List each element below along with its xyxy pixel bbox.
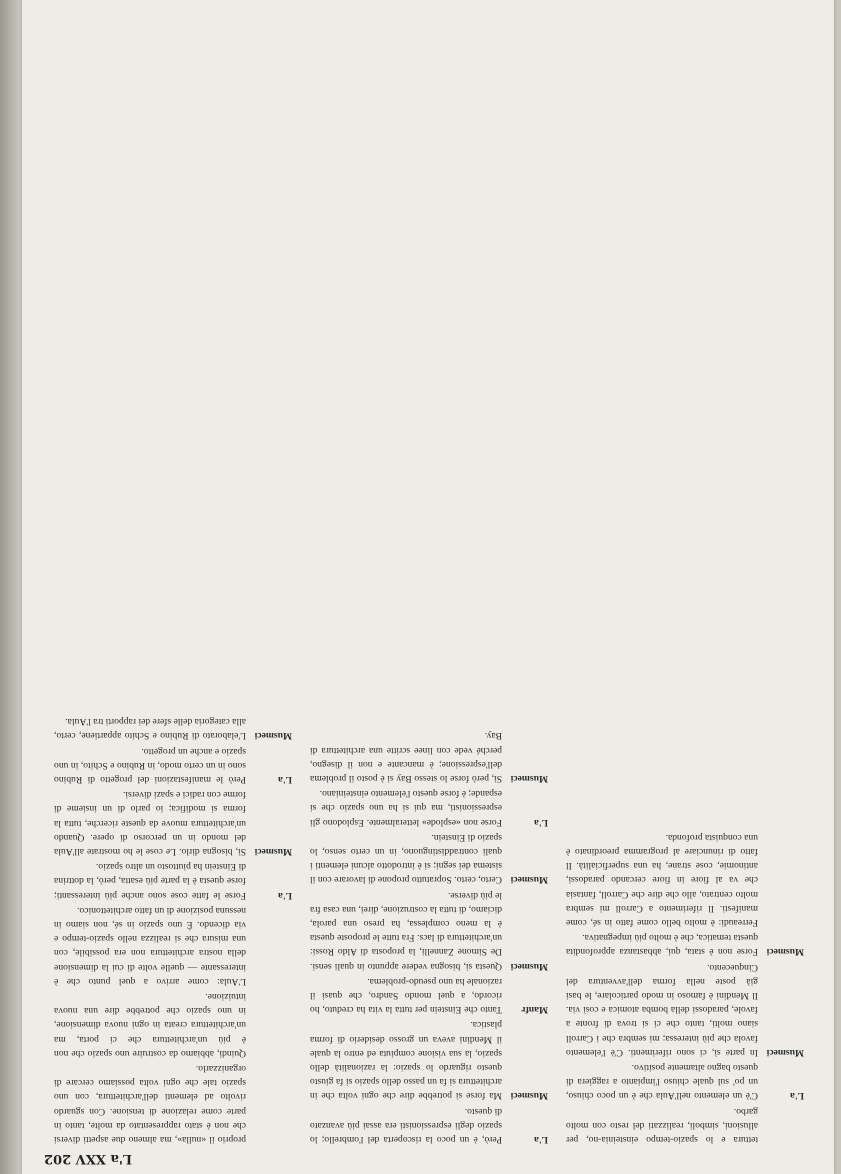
speaker-label: L'a (790, 1090, 804, 1102)
speaker-label: L'a (278, 773, 292, 785)
dialogue-turn (310, 887, 548, 972)
dialogue-turn (310, 728, 548, 785)
speaker-label: L'a (534, 816, 548, 828)
speaker-label (758, 1103, 804, 1146)
dialogue-text: L'elaborato di Rubino e Schito appartiene, certo, alla categoria delle sfere dei rapporti tra l'Aula. (54, 716, 246, 742)
speaker-label: Musmeci (510, 1090, 548, 1102)
dialogue-turn (566, 1060, 804, 1103)
speaker-label: Manfr (521, 1004, 548, 1016)
binding-shadow (0, 0, 22, 1174)
speaker-label: Musmeci (510, 772, 548, 784)
dialogue-turn (54, 989, 292, 1060)
dialogue-text: Questa sì, bisogna vedere appunto in quali sensi. De Simone Zannelli, la proposta di Aldo Rossi: un'architettura di lacs. Fra tutte le proposte questa è la meno complessa, ha preso una parola, diciamo, di tutta la costruzione, direi, una casa fra le più diverse. (310, 889, 502, 972)
speaker-label: L'a (534, 1134, 548, 1145)
dialogue-text: Tanto che Einstein per tutta la vita ha creduto, ho ricordo, a quel mondo Sandro, che quasi il razionale ha uno pseudo-problema. (310, 975, 502, 1016)
dialogue-text: Sì, però forse lo stesso Bay si è posto il problema dell'espressione; è mancante e non il disegno, perché vede con linee scritte una architettura di Bay. (310, 730, 502, 784)
speaker-label: Musmeci (766, 1046, 804, 1058)
dialogue-text: L'Aula: come arrivo a quel punto che è interessante — quelle volte di cui la dimensione della nostra architettura non era possibile, con una misura che si realizza nello spazio-tempo e via dicendo. È uno spazio in sé, non siamo in nessuna posizione di un fatto architettonico. (54, 904, 246, 987)
text-column-1 (566, 829, 804, 1146)
dialogue-text: C'è un elemento nell'Aula che è un poco chiuso, un po' sul quale chiuso l'impianto a raggiera di questo bagno altamente positivo. (566, 1061, 758, 1102)
dialogue-turn (310, 1103, 548, 1146)
speaker-label: Musmeci (766, 946, 804, 958)
dialogue-text: Ma forse si potrebbe dire che ogni volta che in architettura si fa un passo dello spazio si fa giusto questo riguardo lo spazio: la razionalità dello spazio, la sua visione compiuta ed entro la quale il Mendini aveva un grosso desiderio di forma plastica. (310, 1019, 502, 1102)
dialogue-text: Sì, bisogna dirlo. Le cose le ho mostrate all'Aula del mondo in un percorso di opere. Quando un'architettura muove da queste ricerche, tutta la forma si modifica; io parlo di un insieme di forme con radici e spazi diversi. (54, 789, 246, 857)
dialogue-text: Forse non «esplode» letteralmente. Esplodono gli espressionisti, ma qui si ha uno spazio che si espande; è forse questo l'elemento einsteiniano. (310, 788, 502, 828)
dialogue-turn (566, 930, 804, 958)
dialogue-turn (54, 787, 292, 858)
dialogue-text: Però, è un poco la riscoperta del l'ombrello; lo spazio degli espressionisti era assai più avanzato di questo. (310, 1105, 502, 1145)
dialogue-turn (310, 830, 548, 887)
text-column-2 (310, 727, 548, 1146)
dialogue-text: Ferreaudi: è molto bello come fatto in sé, come manifesti. Il riferimento a Carroll mi sembra molto centrato, allo che dire che Carroll, fantasia che va al fiore in fiore cercando paradossi, antinomie, cose strane, ha una superficialità. Il fatto di rinunciare al programma preordinato è una conquista profonda. (566, 831, 758, 928)
text-column-3 (54, 713, 292, 1146)
dialogue-text: In parte sì, ci sono riferimenti. C'è l'elemento favola che più interessa; mi sembra che i Carroll siano molti, tanto che ci si trova di fronte a favole, paradossi della bomba atomica e così via. Il Mendini è famoso in modo particolare, le basi già poste nella forma dell'avventura del Cinquecento. (566, 961, 758, 1058)
speaker-label: Musmeci (510, 960, 548, 972)
dialogue-turn (310, 1017, 548, 1102)
speaker-label (246, 989, 292, 1060)
speaker-label: Musmeci (254, 845, 292, 857)
dialogue-text: Però le manifestazioni del progetto di Rubino sono in un certo modo, in Rubino e Schito, in uno spazio e anche un progetto. (54, 745, 246, 785)
dialogue-turn (54, 1061, 292, 1146)
dialogue-text: proprio il «nulla», ma almeno due aspetti diversi che non è stato rappresentato da molte, tanto in parte come relazione di tensione. Con sguardo rivolto ad elementi dell'architettura, con uno spazio tale che ogni volta possiamo cercare di organizzarlo. (54, 1062, 246, 1145)
dialogue-turn (54, 714, 292, 742)
dialogue-turn (566, 1103, 804, 1146)
dialogue-text: tettura e lo spazio-tempo einsteinia-no, per allusioni, simboli, realizzati del resto con molto garbo. (566, 1105, 758, 1145)
speaker-label: L'a (278, 889, 292, 901)
speaker-label (758, 830, 804, 929)
dialogue-turn (54, 743, 292, 786)
dialogue-turn (566, 830, 804, 929)
speaker-label (246, 903, 292, 988)
dialogue-text: Certo, certo. Sopratutto propone di lavorare con il sistema dei segni; si è introdotto alcuni elementi i quali contraddistinguono, in un certo senso, lo spazio di Einstein. (310, 831, 502, 886)
dialogue-text: Forse non è stata, qui, abbastanza approfondita questa tematica, che è molto più impegnativa. (566, 932, 758, 958)
speaker-label: Musmeci (254, 730, 292, 742)
speaker-label: Musmeci (510, 874, 548, 886)
dialogue-turn (566, 959, 804, 1058)
speaker-label (246, 1061, 292, 1146)
dialogue-turn (310, 974, 548, 1017)
dialogue-turn (54, 903, 292, 988)
dialogue-text: Forse le fatte cose sono anche più interessanti; forse questa è la parte più esatta, però, la dottrina di Einstein ha piuttosto un altro spazio. (54, 861, 246, 901)
dialogue-turn (310, 786, 548, 829)
dialogue-text: Quindi, abbiamo da costruire uno spazio che non è più un'architettura che ci porta, ma un'architettura creata in ogni nuova dimensione, in uno spazio che potrebbe dire una nuova intuizione. (54, 990, 246, 1059)
page-folio: L'a XXV 202 (44, 1151, 132, 1166)
magazine-page (22, 0, 834, 1174)
dialogue-turn (54, 859, 292, 902)
